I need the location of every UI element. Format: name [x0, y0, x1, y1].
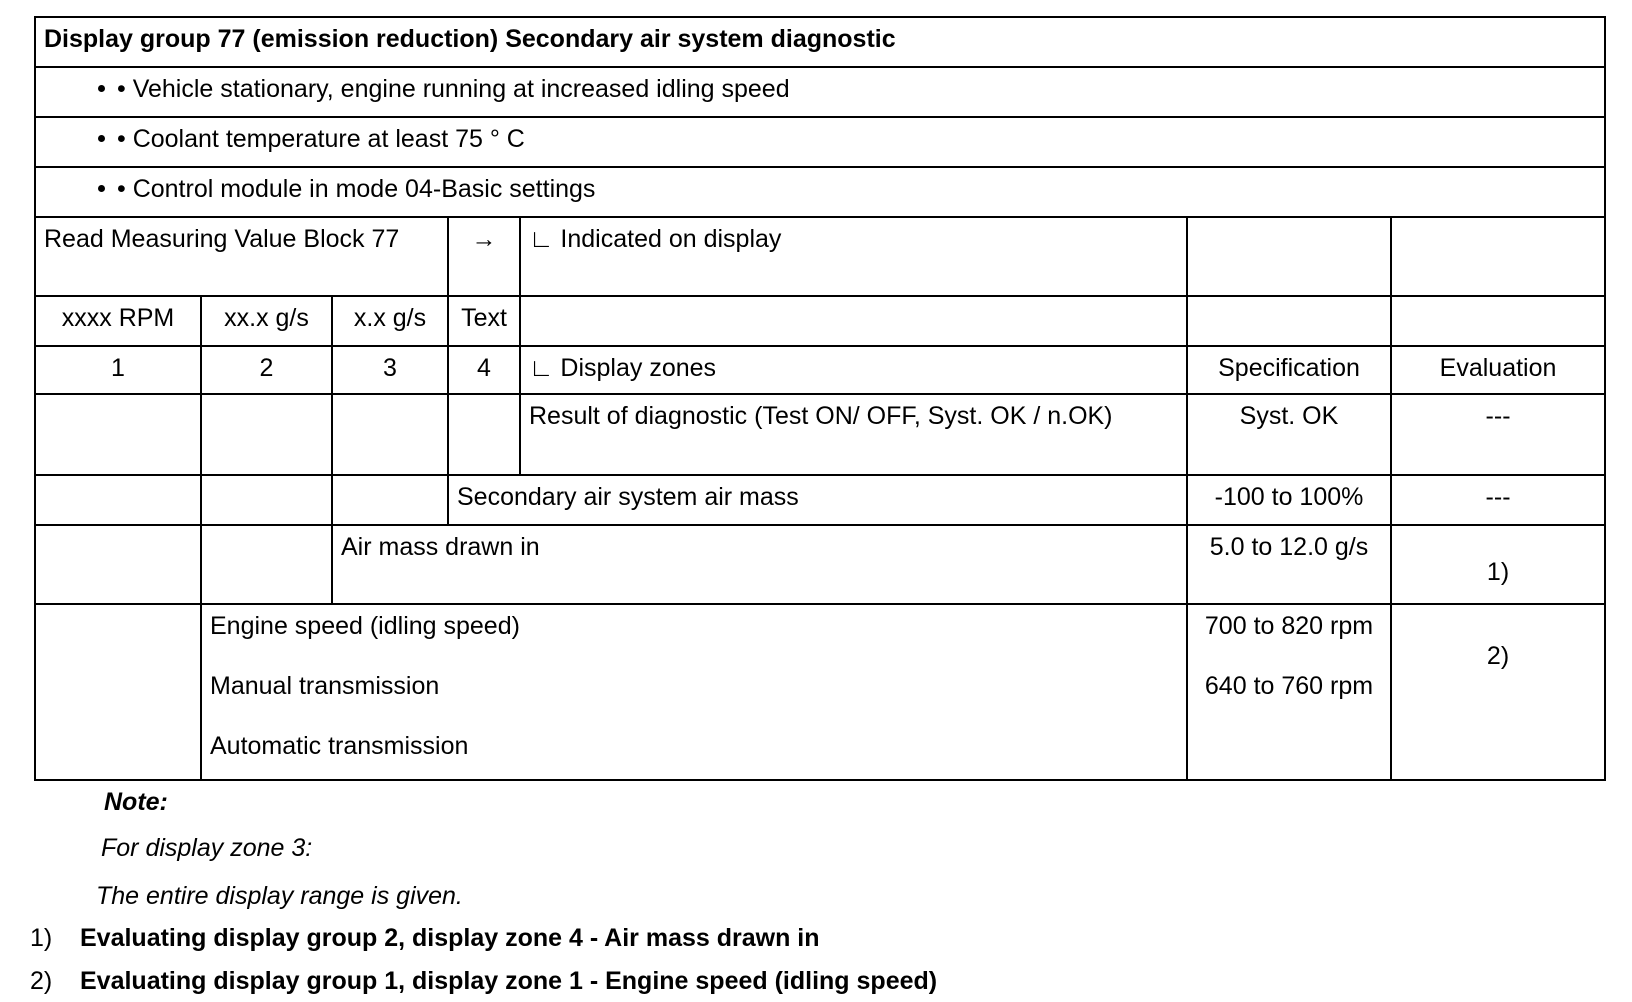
zone-number: 1	[35, 346, 201, 394]
result-spec: Syst. OK	[1187, 394, 1391, 475]
bullet-icon	[98, 135, 105, 142]
engine-speed-label: Engine speed (idling speed)	[210, 612, 520, 640]
air-mass-label: Secondary air system air mass	[448, 475, 1187, 525]
engine-speed-eval: 2)	[1391, 604, 1605, 780]
spec-manual: 700 to 820 rpm	[1204, 612, 1374, 640]
drawn-in-eval: 1)	[1391, 525, 1605, 604]
display-group-table	[34, 16, 1606, 781]
manual-label: Manual transmission	[210, 672, 440, 700]
read-block-label: Read Measuring Value Block 77	[35, 217, 448, 296]
automatic-label: Automatic transmission	[210, 732, 469, 760]
indicated-label: ∟ Indicated on display	[520, 217, 1187, 296]
specification-header: Specification	[1187, 346, 1391, 394]
table-title: Display group 77 (emission reduction) Secondary air system diagnostic	[35, 17, 1605, 67]
air-mass-eval: ---	[1391, 475, 1605, 525]
unit-cell: x.x g/s	[332, 296, 448, 346]
evaluation-header: Evaluation	[1391, 346, 1605, 394]
unit-cell: xx.x g/s	[201, 296, 332, 346]
footnote	[30, 967, 937, 996]
note-line: The entire display range is given.	[96, 882, 463, 910]
engine-speed-spec	[1187, 604, 1391, 780]
condition-row	[35, 167, 1605, 217]
note-line: For display zone 3:	[101, 834, 313, 862]
footnote-text: Evaluating display group 1, display zone 1 - Engine speed (idling speed)	[80, 967, 938, 995]
condition-text: • Control module in mode 04-Basic settings	[117, 175, 596, 203]
result-eval: ---	[1391, 394, 1605, 475]
footnote	[30, 924, 820, 953]
footnote-number: 1)	[30, 924, 53, 952]
air-mass-spec: -100 to 100%	[1187, 475, 1391, 525]
zone-number: 2	[201, 346, 332, 394]
zone-number: 4	[448, 346, 520, 394]
drawn-in-label: Air mass drawn in	[332, 525, 1187, 604]
bullet-icon	[98, 85, 105, 92]
engine-speed-cell	[201, 604, 1187, 780]
condition-row	[35, 117, 1605, 167]
footnote-number: 2)	[30, 967, 53, 995]
note-label: Note:	[104, 788, 168, 816]
unit-cell: Text	[448, 296, 520, 346]
spec-automatic: 640 to 760 rpm	[1204, 672, 1374, 700]
document	[34, 16, 1604, 781]
unit-cell: xxxx RPM	[35, 296, 201, 346]
result-label: Result of diagnostic (Test ON/ OFF, Syst. OK / n.OK)	[520, 394, 1187, 475]
bullet-icon	[98, 185, 105, 192]
footnote-text: Evaluating display group 2, display zone 4 - Air mass drawn in	[80, 924, 820, 952]
condition-text: • Vehicle stationary, engine running at increased idling speed	[117, 75, 790, 103]
display-zones-label: ∟ Display zones	[520, 346, 1187, 394]
condition-row	[35, 67, 1605, 117]
drawn-in-spec: 5.0 to 12.0 g/s	[1187, 525, 1391, 604]
zone-number: 3	[332, 346, 448, 394]
arrow-icon: →	[448, 217, 520, 296]
condition-text: • Coolant temperature at least 75 ° C	[117, 125, 525, 153]
